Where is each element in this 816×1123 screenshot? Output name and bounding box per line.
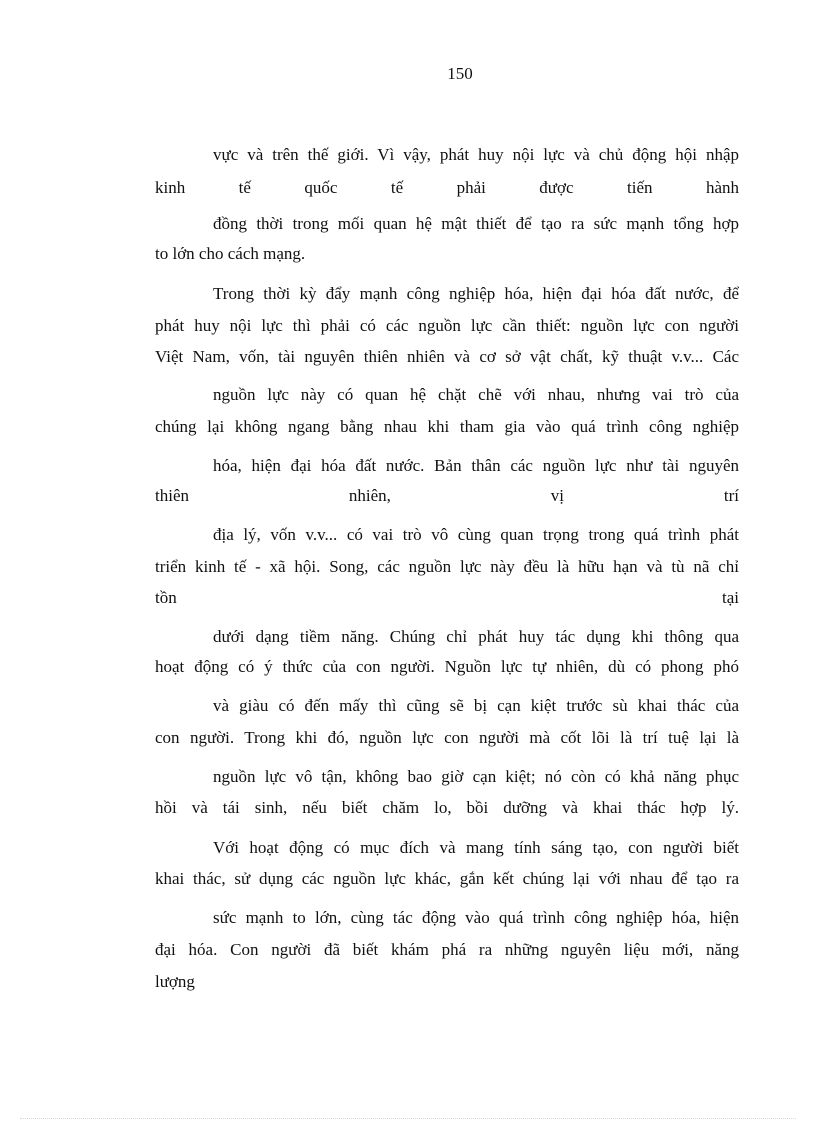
text-line: dưới dạng tiềm năng. Chúng chỉ phát huy tác dụng khi thông qua [213, 627, 739, 646]
text-line: Với hoạt động có mục đích và mang tính sáng tạo, con người biết [213, 838, 739, 857]
text-line: tồn tại [155, 588, 739, 607]
text-line: hóa, hiện đại hóa đất nước. Bản thân các nguồn lực như tài nguyên [213, 456, 739, 475]
text-line: hoạt động có ý thức của con người. Nguồn lực tự nhiên, dù có phong phó [155, 657, 739, 676]
text-line: kinh tế quốc tế phải được tiến hành [155, 178, 739, 197]
page-number: 150 [447, 64, 473, 83]
text-line: lượng [155, 972, 195, 991]
text-line: phát huy nội lực thì phải có các nguồn lực cần thiết: nguồn lực con người [155, 316, 739, 335]
text-line: chúng lại không ngang bằng nhau khi tham gia vào quá trình công nghiệp [155, 417, 739, 436]
text-line: thiên nhiên, vị trí [155, 486, 739, 505]
text-line: Việt Nam, vốn, tài nguyên thiên nhiên và cơ sở vật chất, kỹ thuật v.v... Các [155, 347, 739, 366]
text-line: sức mạnh to lớn, cùng tác động vào quá trình công nghiệp hóa, hiện [213, 908, 739, 927]
text-line: to lớn cho cách mạng. [155, 244, 306, 263]
text-line: địa lý, vốn v.v... có vai trò vô cùng quan trọng trong quá trình phát [213, 525, 739, 544]
page-bottom-rule [20, 1118, 796, 1119]
text-line: triển kinh tế - xã hội. Song, các nguồn lực này đều là hữu hạn và tù nã chỉ [155, 557, 739, 576]
text-line: Trong thời kỳ đẩy mạnh công nghiệp hóa, hiện đại hóa đất nước, để [213, 284, 739, 303]
text-line: khai thác, sử dụng các nguồn lực khác, gắn kết chúng lại với nhau để tạo ra [155, 869, 739, 888]
text-line: hồi và tái sinh, nếu biết chăm lo, bồi dưỡng và khai thác hợp lý. [155, 798, 739, 817]
text-line: vực và trên thế giới. Vì vậy, phát huy nội lực và chủ động hội nhập [213, 145, 739, 164]
text-line: nguồn lực này có quan hệ chặt chẽ với nhau, nhưng vai trò của [213, 385, 739, 404]
text-line: và giàu có đến mấy thì cũng sẽ bị cạn kiệt trước sù khai thác của [213, 696, 739, 715]
text-line: con người. Trong khi đó, nguồn lực con người mà cốt lõi là trí tuệ lại là [155, 728, 739, 747]
text-line: đồng thời trong mối quan hệ mật thiết để tạo ra sức mạnh tổng hợp [213, 214, 739, 233]
text-line: nguồn lực vô tận, không bao giờ cạn kiệt; nó còn có khả năng phục [213, 767, 739, 786]
text-line: đại hóa. Con người đã biết khám phá ra những nguyên liệu mới, năng [155, 940, 739, 959]
